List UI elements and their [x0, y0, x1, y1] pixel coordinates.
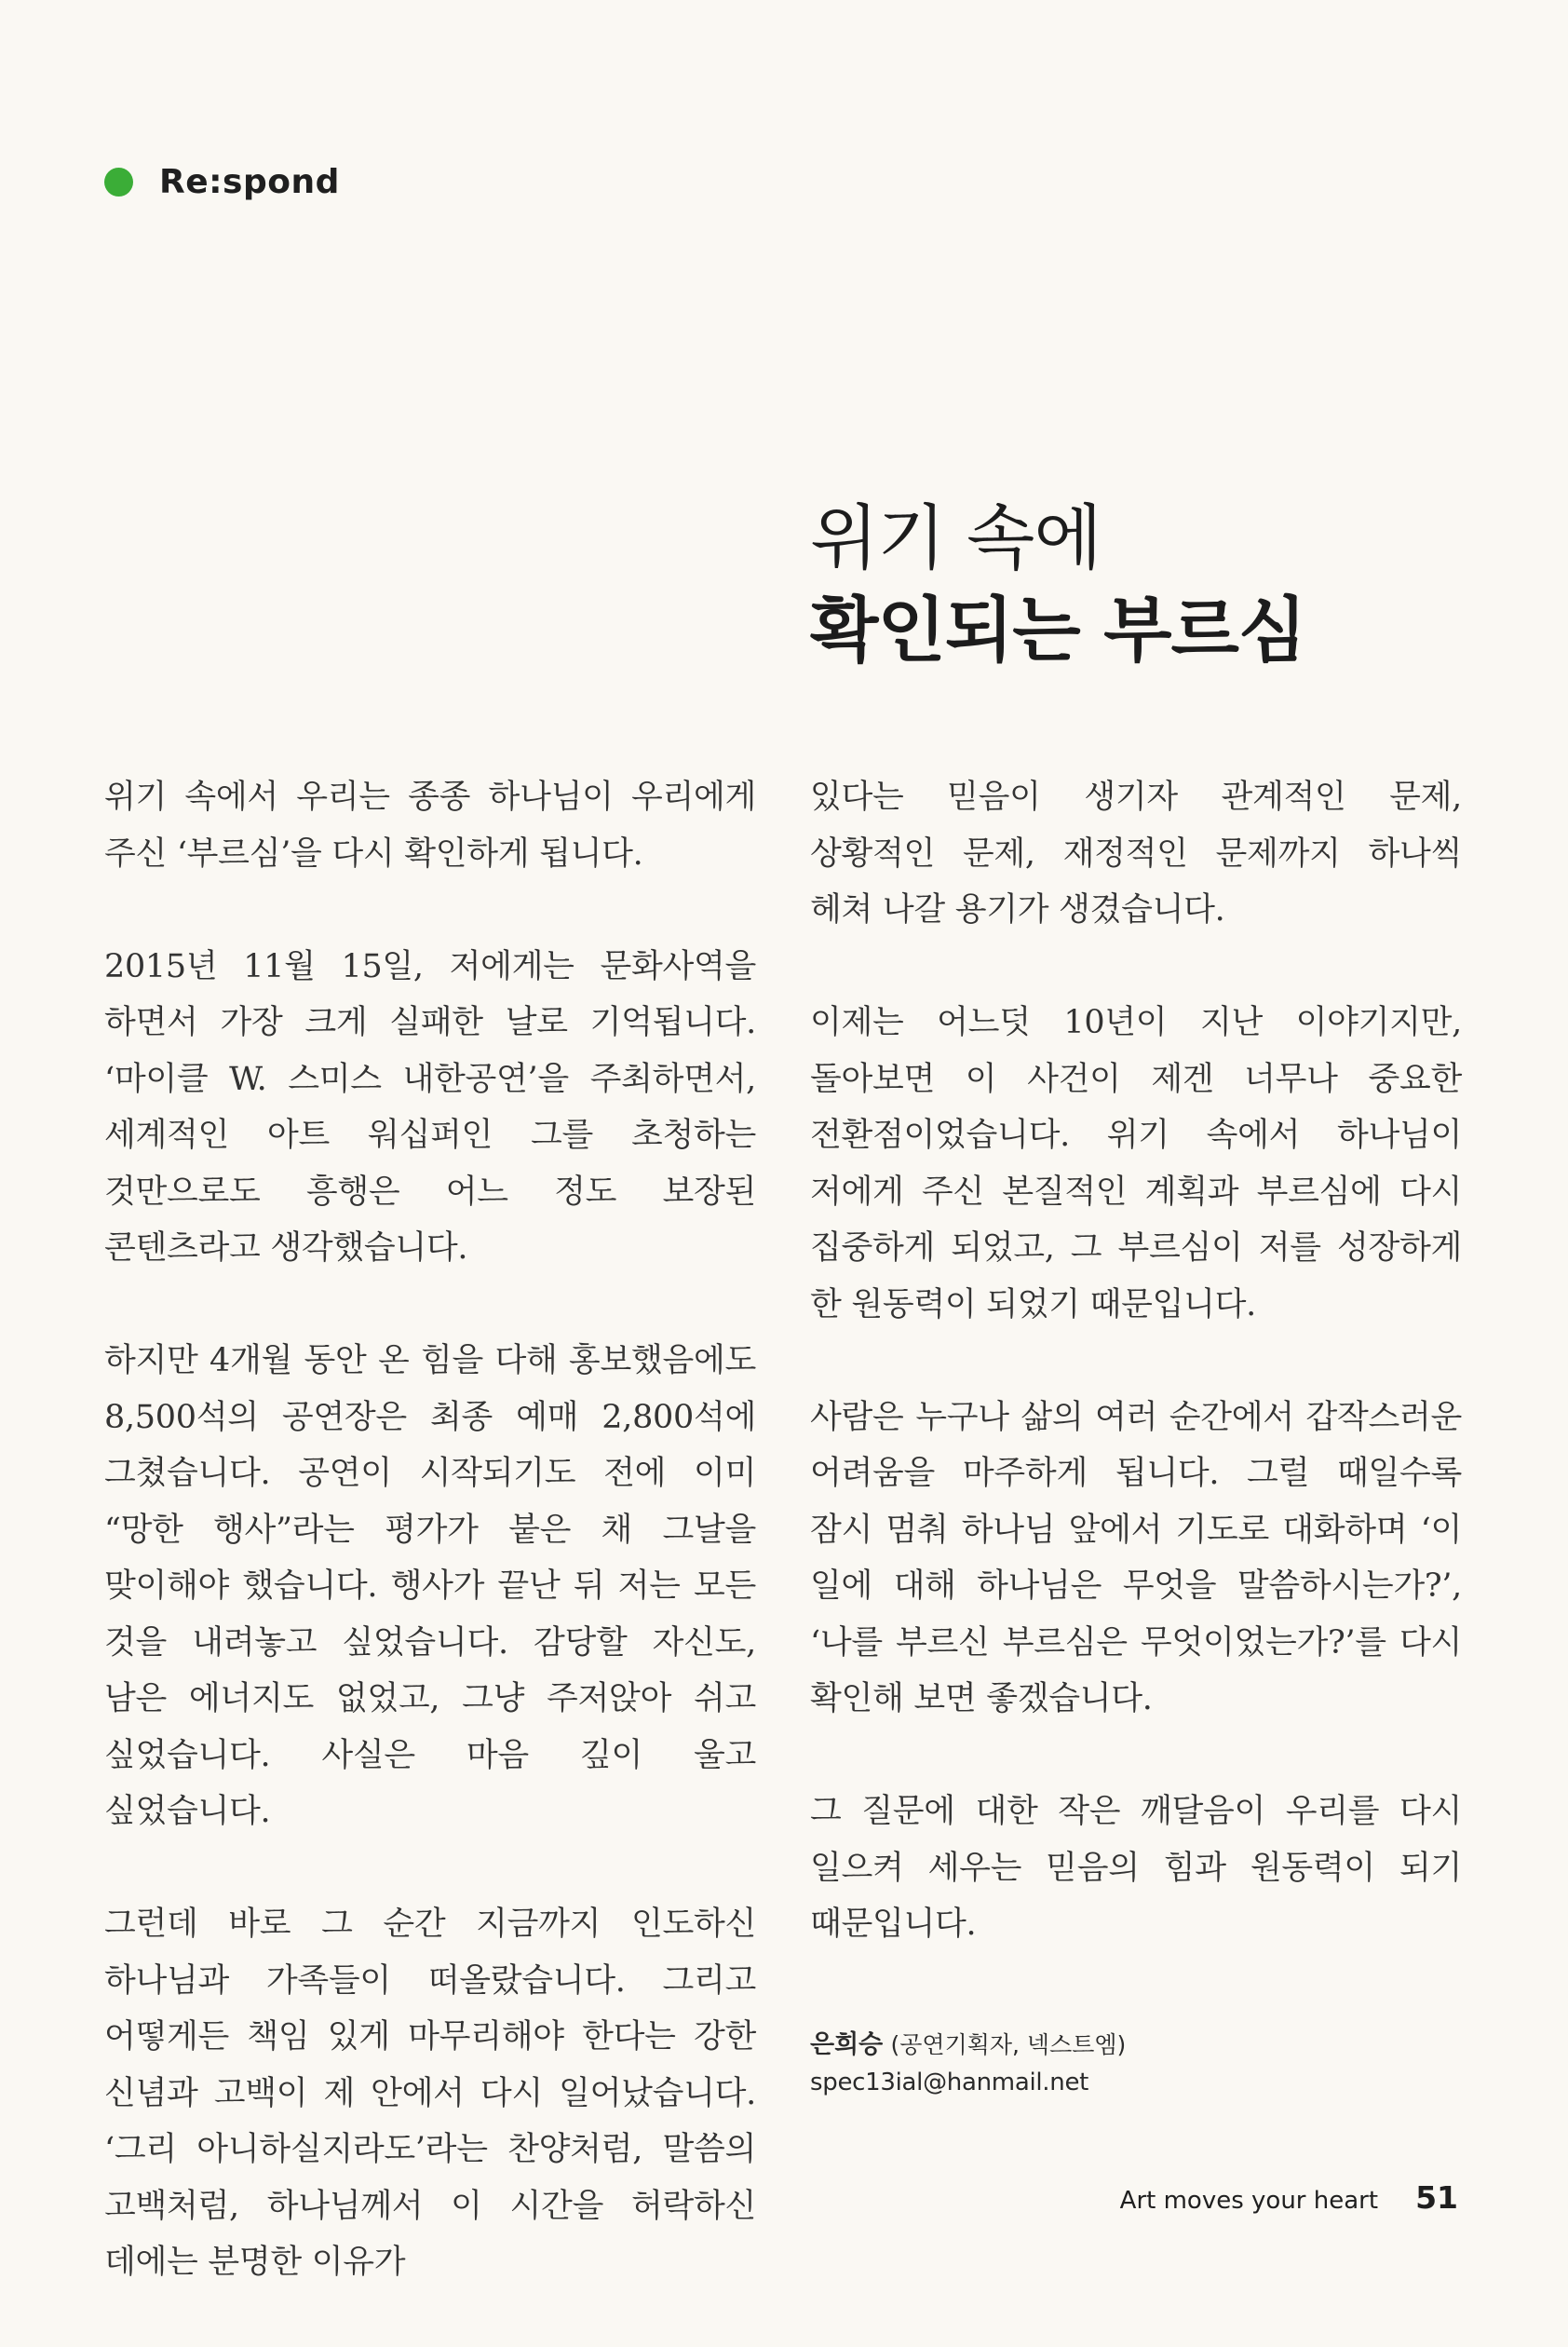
page-footer [1120, 2179, 1458, 2216]
author-name: 은희승 [810, 2030, 884, 2059]
paragraph: 2015년 11월 15일, 저에게는 문화사역을 하면서 가장 크게 실패한 날로 기억됩니다. ‘마이클 W. 스미스 내한공연’을 주최하면서, 세계적인 아트 워십퍼인 그를 초청하는 것만으로도 흥행은 어느 정도 보장된 콘텐츠라고 생각했습니다. [104, 947, 756, 1267]
footer-slogan: Art moves your heart [1119, 2187, 1379, 2215]
section-label: Re:spond [159, 162, 340, 201]
author-info [810, 2027, 1126, 2101]
section-dot-icon [104, 168, 133, 197]
page-number: 51 [1415, 2179, 1458, 2216]
body-column-right [810, 769, 1462, 2009]
article-title-line2: 확인되는 부르심 [810, 589, 1306, 672]
section-tag [104, 158, 340, 205]
article-title-line1: 위기 속에 [810, 496, 1102, 579]
author-role: (공연기획자, 넥스트엠) [890, 2031, 1127, 2058]
article-title [810, 494, 1305, 678]
paragraph: 그 질문에 대한 작은 깨달음이 우리를 다시 일으켜 세우는 믿음의 힘과 원동력이 되기 때문입니다. [810, 1793, 1462, 1943]
paragraph: 위기 속에서 우리는 종종 하나님이 우리에게 주신 ‘부르심’을 다시 확인하게 됩니다. [104, 779, 756, 873]
paragraph: 사람은 누구나 삶의 여러 순간에서 갑작스러운 어려움을 마주하게 됩니다. 그럴 때일수록 잠시 멈춰 하나님 앞에서 기도로 대화하며 ‘이 일에 대해 하나님은 무엇을 말씀하시는가?’, ‘나를 부르신 부르심은 무엇이었는가?’를 다시 확인해 보면 좋겠습니다. [810, 1398, 1462, 1717]
body-column-left [104, 769, 756, 2347]
paragraph: 이제는 어느덧 10년이 지난 이야기지만, 돌아보면 이 사건이 제겐 너무나 중요한 전환점이었습니다. 위기 속에서 하나님이 저에게 주신 본질적인 계획과 부르심에 다시 집중하게 되었고, 그 부르심이 저를 성장하게 한 원동력이 되었기 때문입니다. [810, 1004, 1462, 1323]
author-email: spec13ial@hanmail.net [810, 2069, 1089, 2096]
author-line [810, 2027, 1126, 2064]
paragraph: 있다는 믿음이 생기자 관계적인 문제, 상황적인 문제, 재정적인 문제까지 하나씩 헤쳐 나갈 용기가 생겼습니다. [810, 779, 1462, 929]
paragraph: 하지만 4개월 동안 온 힘을 다해 홍보했음에도 8,500석의 공연장은 최종 예매 2,800석에 그쳤습니다. 공연이 시작되기도 전에 이미 “망한 행사”라는 평가가 붙은 채 그날을 맞이해야 했습니다. 행사가 끝난 뒤 저는 모든 것을 내려놓고 싶었습니다. 감당할 자신도, 남은 에너지도 없었고, 그냥 주저앉아 쉬고 싶었습니다. 사실은 마음 깊이 울고 싶었습니다. [104, 1342, 756, 1830]
paragraph: 그런데 바로 그 순간 지금까지 인도하신 하나님과 가족들이 떠올랐습니다. 그리고 어떻게든 책임 있게 마무리해야 한다는 강한 신념과 고백이 제 안에서 다시 일어났습니다. ‘그리 아니하실지라도’라는 찬양처럼, 말씀의 고백처럼, 하나님께서 이 시간을 허락하신 데에는 분명한 이유가 [104, 1906, 756, 2281]
